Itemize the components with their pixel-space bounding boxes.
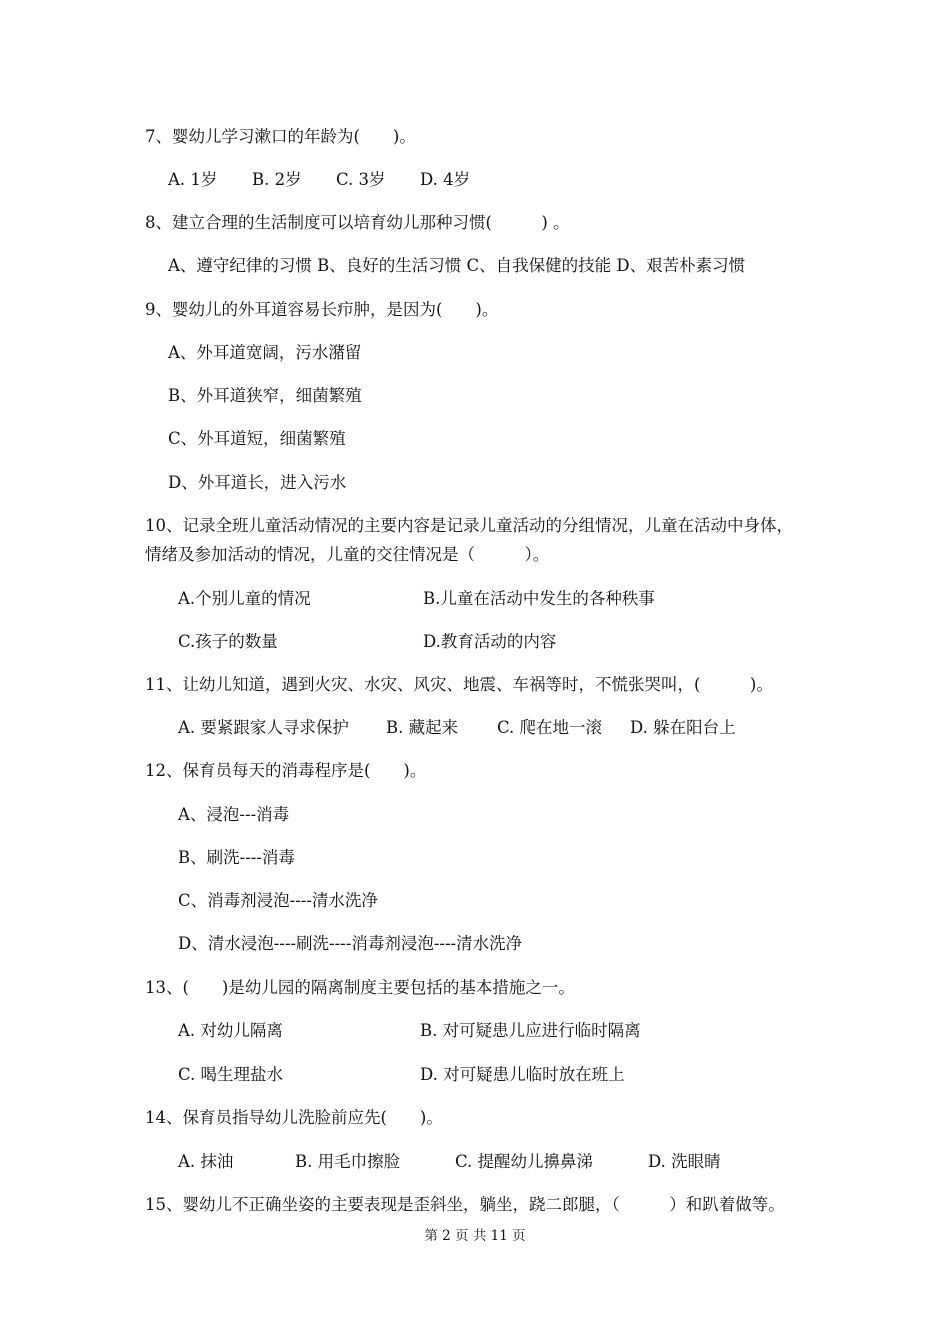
question-13: 13、( )是幼儿园的隔离制度主要包括的基本措施之一。: [145, 978, 575, 997]
question-10-line-2: 情绪及参加活动的情况，儿童的交往情况是（ ）。: [145, 545, 550, 564]
q13-option-a: A. 对幼儿隔离: [178, 1021, 283, 1040]
q7-option-b: B. 2岁: [252, 170, 302, 189]
q7-option-d: D. 4岁: [420, 170, 471, 189]
question-8: 8、建立合理的生活制度可以培育幼儿那种习惯( ) 。: [145, 213, 570, 232]
q10-option-d: D.教育活动的内容: [423, 632, 557, 651]
question-14: 14、保育员指导幼儿洗脸前应先( )。: [145, 1108, 443, 1127]
q7-option-a: A. 1岁: [168, 170, 218, 189]
q11-option-a: A. 要紧跟家人寻求保护: [178, 718, 349, 737]
q13-option-b: B. 对可疑患儿应进行临时隔离: [420, 1021, 641, 1040]
question-10-line-1: 10、记录全班儿童活动情况的主要内容是记录儿童活动的分组情况，儿童在活动中身体，: [145, 516, 793, 535]
q12-option-b: B、刷洗----消毒: [178, 848, 295, 867]
q11-option-d: D. 躲在阳台上: [630, 718, 736, 737]
q12-option-c: C、消毒剂浸泡----清水洗净: [178, 891, 378, 910]
question-9: 9、婴幼儿的外耳道容易长疖肿，是因为( )。: [145, 300, 499, 319]
q14-option-a: A. 抹油: [178, 1152, 234, 1171]
q9-option-d: D、外耳道长，进入污水: [168, 473, 347, 492]
question-11: 11、让幼儿知道，遇到火灾、水灾、风灾、地震、车祸等时，不慌张哭叫，( )。: [145, 675, 773, 694]
q12-option-a: A、浸泡---消毒: [178, 805, 290, 824]
q13-option-c: C. 喝生理盐水: [178, 1065, 284, 1084]
q9-option-b: B、外耳道狭窄，细菌繁殖: [168, 386, 362, 405]
q13-option-d: D. 对可疑患儿临时放在班上: [420, 1065, 625, 1084]
q14-option-b: B. 用毛巾擦脸: [295, 1152, 401, 1171]
q14-option-c: C. 提醒幼儿擤鼻涕: [455, 1152, 594, 1171]
q12-option-d: D、清水浸泡----刷洗----消毒剂浸泡----清水洗净: [178, 934, 523, 953]
q11-option-c: C. 爬在地一滚: [497, 718, 603, 737]
q9-option-a: A、外耳道宽阔，污水潴留: [168, 343, 362, 362]
q14-option-d: D. 洗眼睛: [648, 1152, 721, 1171]
q11-option-b: B. 藏起来: [386, 718, 459, 737]
q7-option-c: C. 3岁: [336, 170, 386, 189]
question-7: 7、婴幼儿学习漱口的年龄为( )。: [145, 127, 416, 146]
q10-option-b: B.儿童在活动中发生的各种秩事: [423, 589, 655, 608]
q10-option-a: A.个别儿童的情况: [178, 589, 311, 608]
question-15: 15、婴幼儿不正确坐姿的主要表现是歪斜坐，躺坐，跷二郎腿，（ ）和趴着做等。: [145, 1195, 785, 1214]
q9-option-c: C、外耳道短，细菌繁殖: [168, 429, 346, 448]
q10-option-c: C.孩子的数量: [178, 632, 278, 651]
q8-options: A、遵守纪律的习惯 B、良好的生活习惯 C、自我保健的技能 D、艰苦朴素习惯: [168, 256, 746, 275]
question-12: 12、保育员每天的消毒程序是( )。: [145, 761, 427, 780]
page-footer: 第 2 页 共 11 页: [424, 1228, 526, 1244]
